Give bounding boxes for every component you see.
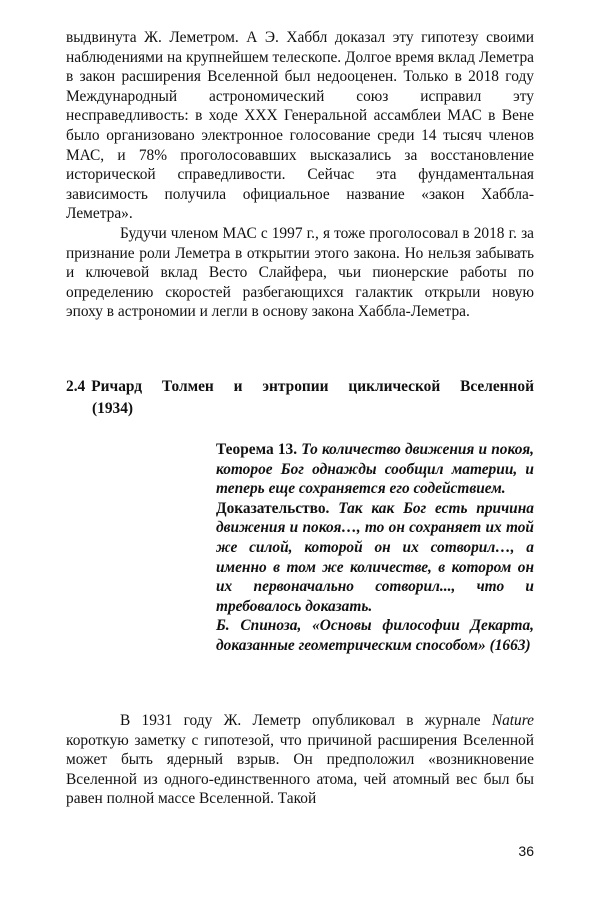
proof: [216, 499, 534, 617]
epigraph: [216, 440, 534, 656]
theorem-text: То количество движения и покоя, которое Бог однажды сообщил материи, и теперь еще сохраняется его содействием.: [216, 441, 534, 498]
section-title-year: (1934): [92, 400, 134, 417]
paragraph-2: Будучи членом МАС с 1997 г., я тоже проголосовал в 2018 г. за признание роли Леметра в открытии этого закона. Но нельзя забывать и ключевой вклад Весто Слайфера, чьи пионерские работы по определению скоростей разбегающихся галактик открыли новую эпоху в астрономии и легли в основу закона Хаббла-Леметра.: [66, 224, 534, 321]
paragraph-3-start: В 1931 году Ж. Леметр опубликовал в журнале: [120, 712, 492, 729]
journal-name: Nature: [491, 712, 534, 729]
section-number: 2.4: [66, 378, 86, 395]
theorem: [216, 440, 534, 499]
theorem-label: Теорема 13.: [216, 441, 298, 458]
epigraph-attribution: [216, 616, 534, 655]
section-title: Ричард Толмен и энтропии циклической Вселенной: [91, 378, 534, 395]
proof-text: Так как Бог есть причина движения и покоя…, то он сохраняет их той же силой, которой он их сотворил…, а именно в том же количестве, в котором он их первоначально сотворил..., что и требовалось доказать.: [216, 499, 534, 615]
paragraph-3-end: короткую заметку с гипотезой, что причиной расширения Вселенной может быть ядерный взрыв. Он предположил «возникновение Вселенной из одного-единственного атома, чей атомный вес был бы равен полной массе Вселенной. Такой: [66, 731, 534, 808]
page-number: 36: [518, 843, 534, 859]
page-body-bottom: [66, 711, 534, 809]
paragraph-3: [66, 711, 534, 809]
proof-label: Доказательство.: [216, 499, 330, 517]
section-heading: [66, 376, 534, 420]
page-body-top: [66, 28, 534, 322]
paragraph-1: выдвинута Ж. Леметром. А Э. Хаббл доказал эту гипотезу своими наблюдениями на крупнейшем телескопе. Долгое время вклад Леметра в закон расширения Вселенной был недооценен. Только в 2018 году Международный астрономический союз исправил эту несправедливость: в ходе XXX Генеральной ассамблеи МАС в Вене было организовано электронное голосование среди 14 тысяч членов МАС, и 78% проголосовавших высказались за восстановление исторической справедливости. Сейчас эта фундаментальная зависимость получила официальное название «закон Хаббла-Леметра».: [66, 29, 534, 223]
attribution-text: Б. Спиноза, «Основы философии Декарта, доказанные геометрическим способом» (1663): [216, 617, 534, 654]
